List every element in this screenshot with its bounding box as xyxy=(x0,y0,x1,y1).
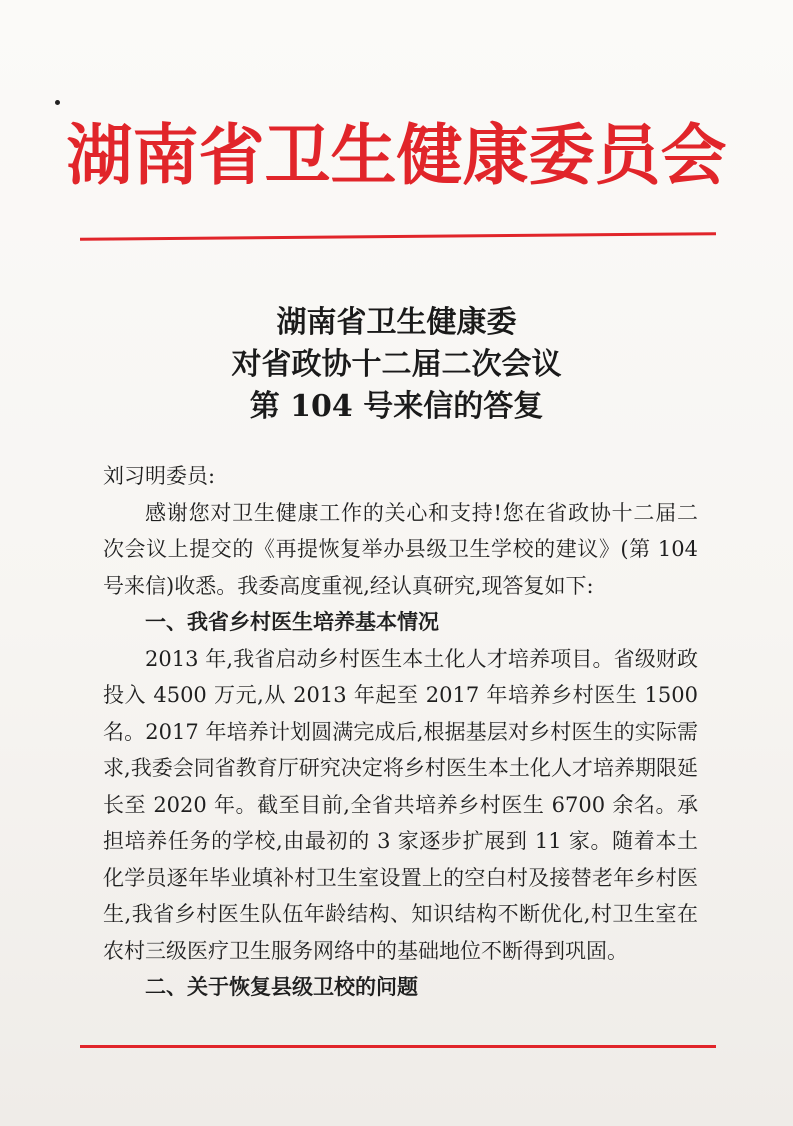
paragraph-section-1: 2013 年,我省启动乡村医生本土化人才培养项目。省级财政投入 4500 万元,从 2013 年起至 2017 年培养乡村医生 1500 名。2017 年培养计划圆满完成后,根据基层对乡村医生的实际需求,我委会同省教育厅研究决定将乡村医生本土化人才培养期限延长至 2020 年。截至目前,全省共培养乡村医生 6700 余名。承担培养任务的学校,由最初的 3 家逐步扩展到 11 家。随着本土化学员逐年毕业填补村卫生室设置上的空白村及接替老年乡村医生,我省乡村医生队伍年龄结构、知识结构不断优化,村卫生室在农村三级医疗卫生服务网络中的基础地位不断得到巩固。 xyxy=(103,646,698,963)
letterhead-red-rule xyxy=(80,232,716,241)
title-line-2: 对省政协十二届二次会议 xyxy=(231,347,562,382)
salutation: 刘习明委员: xyxy=(103,464,216,488)
letterhead-org-name: 湖南省卫生健康委员会 xyxy=(66,116,727,194)
footer-red-rule xyxy=(80,1045,716,1048)
punch-dot xyxy=(55,100,60,105)
title-line-1: 湖南省卫生健康委 xyxy=(276,305,517,340)
document-body xyxy=(103,458,698,1006)
paragraph-intro: 感谢您对卫生健康工作的关心和支持!您在省政协十二届二次会议上提交的《再提恢复举办县级卫生学校的建议》(第 104 号来信)收悉。我委高度重视,经认真研究,现答复如下: xyxy=(103,500,698,598)
section-heading-1: 一、我省乡村医生培养基本情况 xyxy=(145,610,439,634)
section-heading-2: 二、关于恢复县级卫校的问题 xyxy=(145,975,418,999)
title-line-3: 第 104 号来信的答复 xyxy=(249,389,544,424)
document-title xyxy=(0,302,793,428)
